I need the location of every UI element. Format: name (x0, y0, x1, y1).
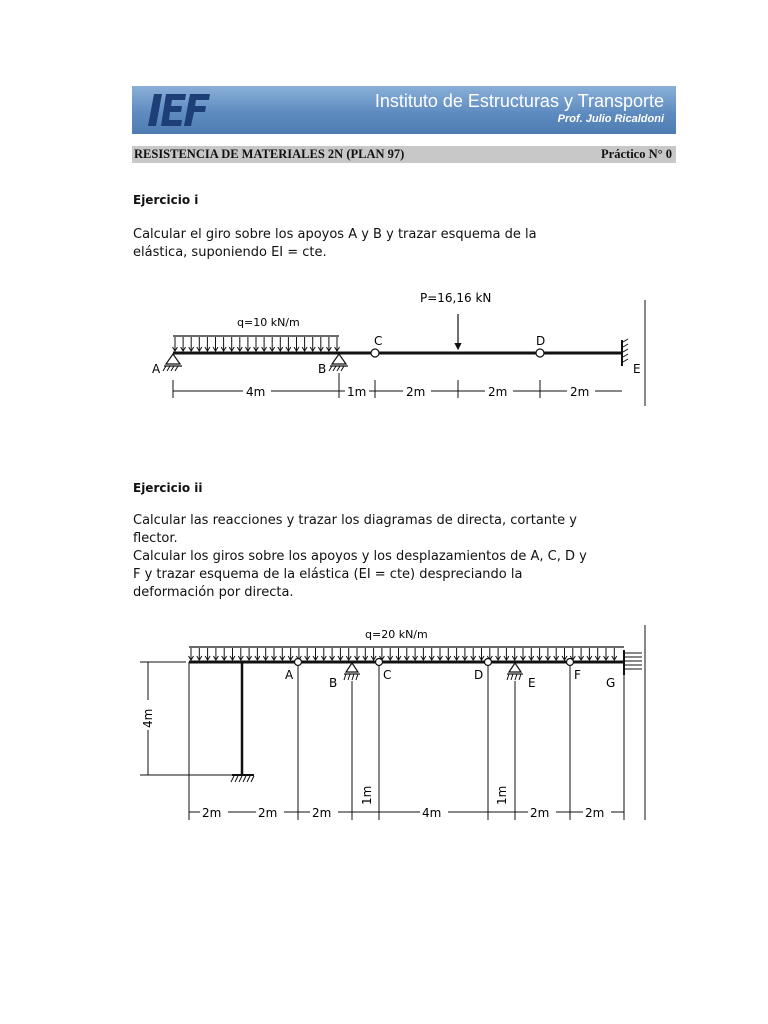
dim-2-2m-d: 2m (530, 806, 550, 820)
pin-support-e-2 (507, 663, 523, 680)
dim-1-2m-c: 2m (570, 385, 590, 399)
node-b-1: B (318, 362, 327, 376)
exercise-2-line-3: Calcular los giros sobre los apoyos y los desplazamientos de A, C, D y (133, 549, 587, 564)
exercise-2-line-4: F y trazar esquema de la elástica (EI = cte) despreciando la (133, 567, 523, 582)
dim-1-1m: 1m (347, 385, 367, 399)
dim-1-4m: 4m (246, 385, 266, 399)
node-e-2: E (528, 676, 536, 690)
dim-1-2m-b: 2m (488, 385, 508, 399)
dim-2-4m: 4m (422, 806, 442, 820)
exercise-2-line-5: deformación por directa. (133, 585, 294, 600)
hinge-c-2 (376, 659, 383, 666)
course-header (132, 146, 676, 163)
fixed-support-base (231, 775, 254, 782)
pin-support-b-2 (344, 663, 360, 680)
hinge-d-2 (485, 659, 492, 666)
load-q-label-2: q=20 kN/m (365, 628, 428, 641)
node-a-2: A (285, 668, 294, 682)
node-e-1: E (633, 362, 641, 376)
dim-2-2m-b: 2m (258, 806, 278, 820)
node-b-2: B (329, 676, 338, 690)
exercise-1-title: Ejercicio i (133, 193, 199, 207)
dim-2-2m-c: 2m (312, 806, 332, 820)
distributed-load-2 (189, 647, 625, 660)
dim-2-2m-e: 2m (585, 806, 605, 820)
point-load-label: P=16,16 kN (420, 291, 492, 305)
exercise-1-diagram (0, 280, 768, 415)
exercise-2-line-2: flector. (133, 531, 178, 546)
hinge-f-2 (567, 659, 574, 666)
institute-logo (144, 92, 214, 128)
dim-2-1m-a: 1m (360, 785, 374, 805)
hinge-c (371, 349, 379, 357)
exercise-2-title: Ejercicio ii (133, 481, 203, 495)
node-d-1: D (536, 334, 546, 348)
node-g-2: G (606, 676, 616, 690)
dim-2-2m-a: 2m (202, 806, 222, 820)
course-title: RESISTENCIA DE MATERIALES 2N (PLAN 97) (134, 147, 405, 161)
node-f-2: F (574, 668, 581, 682)
load-q-label-1: q=10 kN/m (237, 316, 300, 329)
practice-number: Práctico N° 0 (601, 147, 672, 161)
professor-name: Prof. Julio Ricaldoni (557, 113, 664, 125)
header-banner (132, 86, 676, 134)
exercise-2-line-1: Calcular las reacciones y trazar los diagramas de directa, cortante y (133, 513, 577, 528)
node-d-2: D (474, 668, 484, 682)
exercise-1-text (133, 226, 653, 262)
dim-height-4m: 4m (141, 708, 155, 728)
node-c-2: C (383, 668, 392, 682)
node-c-1: C (374, 334, 383, 348)
hinge-d (536, 349, 544, 357)
fixed-support-e (622, 339, 628, 366)
pin-support-a (163, 354, 182, 371)
exercise-2-diagram (0, 615, 768, 830)
distributed-load-1 (173, 336, 340, 351)
dim-1-2m-a: 2m (406, 385, 426, 399)
hinge-a-2 (295, 659, 302, 666)
exercise-2-text (133, 512, 653, 602)
node-a-1: A (152, 362, 161, 376)
fixed-support-g (624, 650, 642, 675)
pin-support-b (329, 354, 348, 371)
institute-name: Instituto de Estructuras y Transporte (374, 91, 664, 111)
exercise-1-line-2: elástica, suponiendo EI = cte. (133, 245, 327, 260)
dim-2-1m-b: 1m (495, 785, 509, 805)
exercise-1-line-1: Calcular el giro sobre los apoyos A y B y trazar esquema de la (133, 227, 537, 242)
